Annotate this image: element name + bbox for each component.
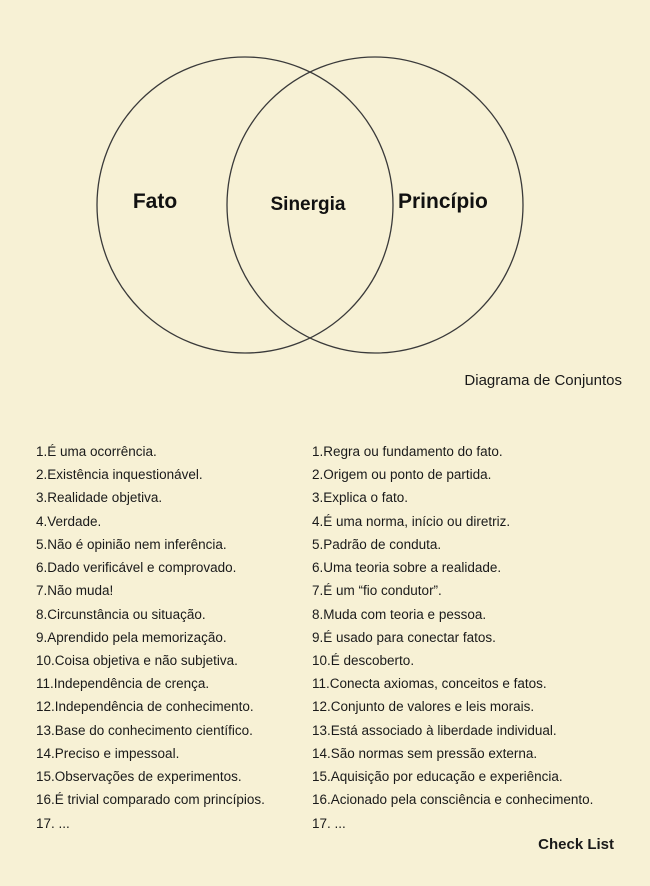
list-item: 11.Independência de crença. (36, 676, 210, 692)
list-item: 11.Conecta axiomas, conceitos e fatos. (312, 676, 547, 692)
list-item: 8.Muda com teoria e pessoa. (312, 606, 487, 622)
list-item: 8.Circunstância ou situação. (36, 606, 206, 622)
list-item: 2.Origem ou ponto de partida. (312, 467, 492, 483)
list-item: 15.Observações de experimentos. (36, 769, 242, 785)
list-item: 10.Coisa objetiva e não subjetiva. (36, 652, 238, 668)
list-item: 6.Uma teoria sobre a realidade. (312, 560, 502, 576)
list-item: 10.É descoberto. (312, 652, 415, 668)
checklist-column-principio (312, 440, 650, 835)
list-item: 12.Conjunto de valores e leis morais. (312, 699, 535, 715)
list-item: 5.Não é opinião nem inferência. (36, 536, 227, 552)
list-item: 4.Verdade. (36, 513, 102, 529)
list-item: 5.Padrão de conduta. (312, 536, 442, 552)
list-item: 1.Regra ou fundamento do fato. (312, 444, 503, 459)
list-item: 17. ... (312, 815, 346, 831)
list-item: 14.Preciso e impessoal. (36, 745, 180, 761)
list-item: 9.Aprendido pela memorização. (36, 629, 227, 645)
list-item: 7.Não muda! (36, 583, 114, 599)
venn-label-principio: Princípio (398, 190, 488, 213)
checklist-column-fato (0, 440, 312, 835)
diagram-caption: Diagrama de Conjuntos (464, 372, 622, 389)
list-item: 1.É uma ocorrência. (36, 444, 157, 459)
list-item: 3.Explica o fato. (312, 490, 409, 506)
list-item: 3.Realidade objetiva. (36, 490, 163, 506)
list-item: 15.Aquisição por educação e experiência. (312, 769, 563, 785)
venn-label-fato: Fato (132, 190, 178, 213)
checklist-columns (0, 440, 650, 835)
list-item: 4.É uma norma, início ou diretriz. (312, 513, 511, 529)
list-item: 17. ... (36, 815, 70, 831)
venn-diagram (0, 0, 650, 400)
list-item: 16.Acionado pela consciência e conhecimento. (312, 792, 594, 808)
list-item: 2.Existência inquestionável. (36, 467, 203, 483)
list-item: 12.Independência de conhecimento. (36, 699, 254, 715)
list-item: 16.É trivial comparado com princípios. (36, 792, 265, 808)
list-item: 13.Está associado à liberdade individual. (312, 722, 557, 738)
list-item: 7.É um “fio condutor”. (312, 583, 442, 599)
checklist-caption: Check List (538, 836, 614, 853)
list-item: 9.É usado para conectar fatos. (312, 629, 496, 645)
list-item: 6.Dado verificável e comprovado. (36, 560, 237, 576)
list-item: 14.São normas sem pressão externa. (312, 745, 538, 761)
venn-label-sinergia: Sinergia (270, 194, 346, 215)
list-item: 13.Base do conhecimento científico. (36, 722, 253, 738)
